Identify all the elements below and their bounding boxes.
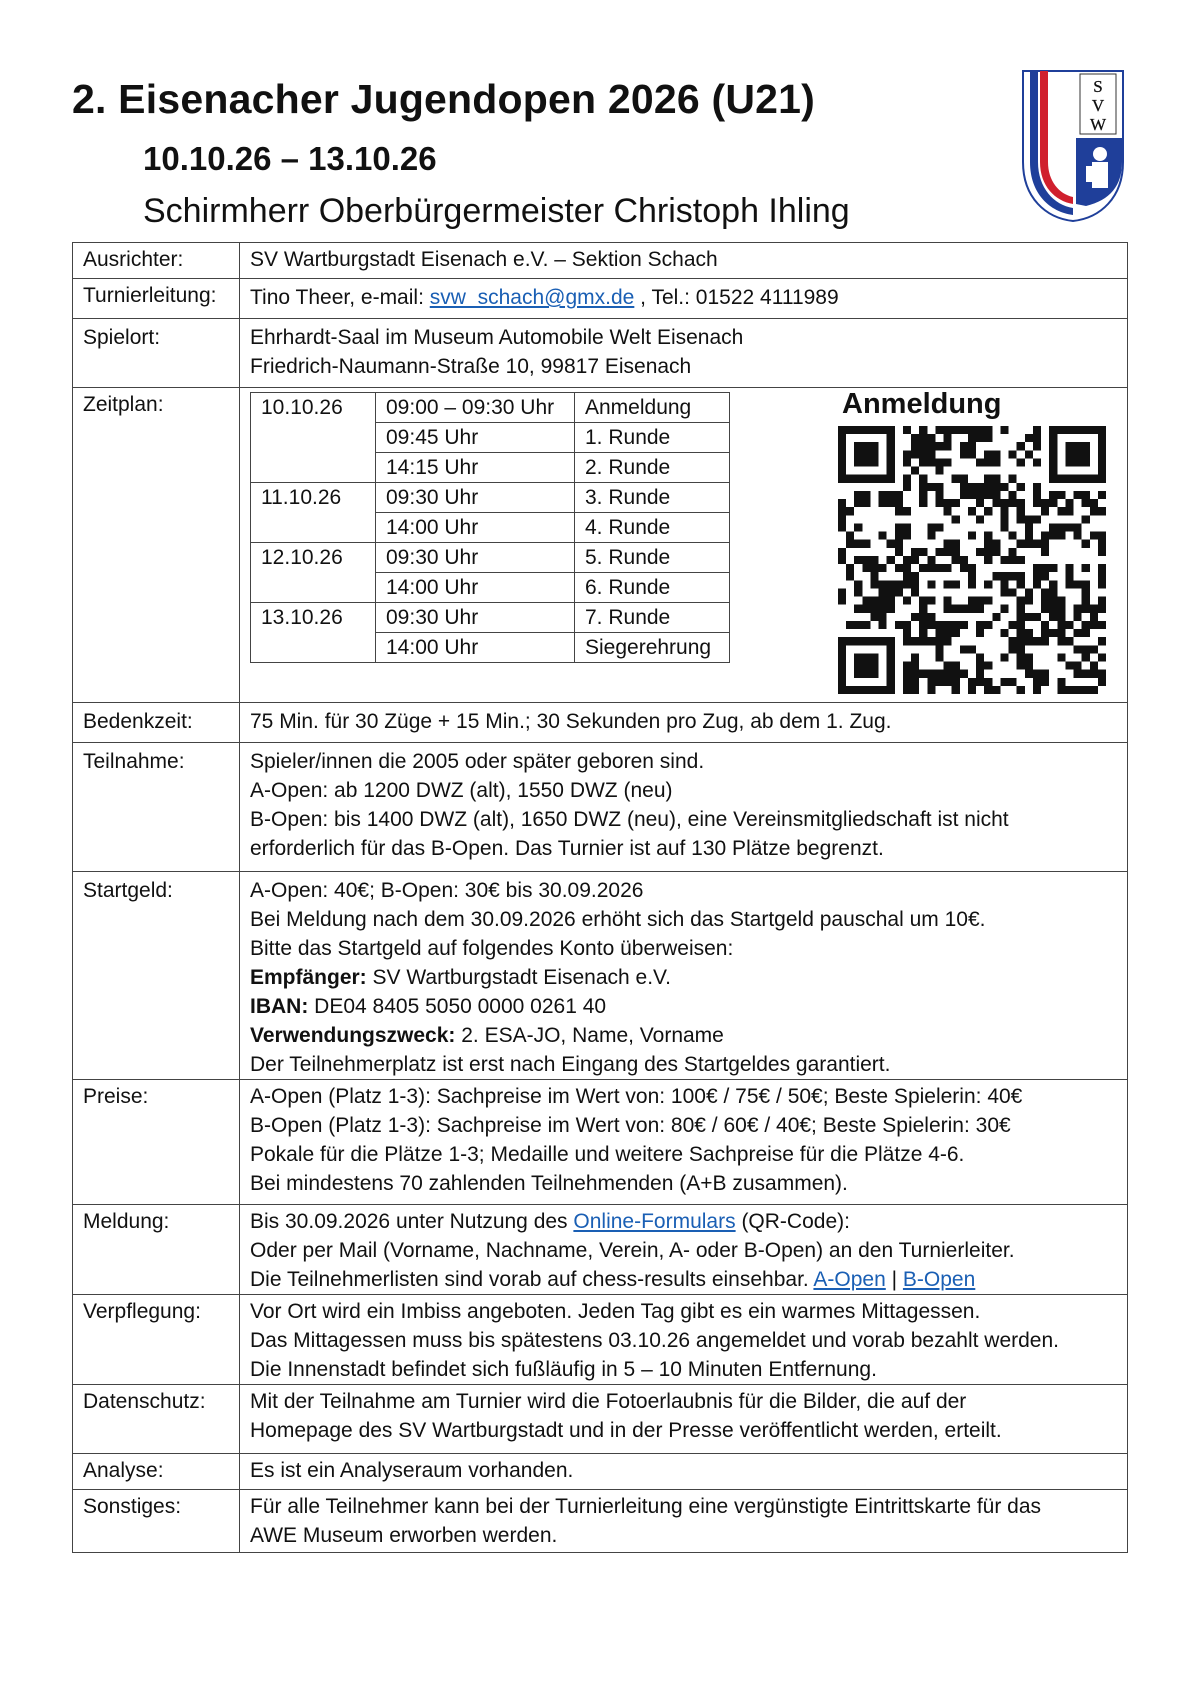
schedule-row (251, 513, 730, 543)
schedule-event: 2. Runde (575, 453, 730, 483)
preise-line: A-Open (Platz 1-3): Sachpreise im Wert von: 100€ / 75€ / 50€; Beste Spielerin: 40€ (250, 1085, 1023, 1108)
schedule-time: 14:15 Uhr (376, 453, 575, 483)
row-verpflegung (73, 1295, 1128, 1385)
registration-qr-code[interactable] (838, 426, 1106, 694)
qr-code-title: Anmeldung (842, 388, 1002, 420)
verpflegung-line: Vor Ort wird ein Imbiss angeboten. Jeden Tag gibt es ein warmes Mittagessen. (250, 1300, 981, 1323)
value-sonstiges (240, 1490, 1128, 1553)
spielort-line: Ehrhardt-Saal im Museum Automobile Welt Eisenach (250, 326, 744, 349)
value-verpflegung (240, 1295, 1128, 1385)
label-turnierleitung: Turnierleitung: (73, 279, 240, 319)
label-ausrichter: Ausrichter: (73, 243, 240, 279)
schedule-time: 09:45 Uhr (376, 423, 575, 453)
row-meldung (73, 1205, 1128, 1295)
label-teilnahme: Teilnahme: (73, 743, 240, 872)
row-zeitplan (73, 388, 1128, 703)
meldung-text: (QR-Code): (735, 1210, 850, 1233)
zweck-value: 2. ESA-JO, Name, Vorname (455, 1024, 724, 1047)
club-crest-logo (1022, 70, 1124, 222)
label-sonstiges: Sonstiges: (73, 1490, 240, 1553)
schedule-date: 11.10.26 (251, 483, 376, 513)
empfaenger-value: SV Wartburgstadt Eisenach e.V. (366, 966, 671, 989)
iban-line (250, 992, 1117, 1021)
schedule-event: 4. Runde (575, 513, 730, 543)
teilnahme-line: Spieler/innen die 2005 oder später geboren sind. (250, 750, 705, 773)
empfaenger-line (250, 963, 1117, 992)
startgeld-line: Bei Meldung nach dem 30.09.2026 erhöht sich das Startgeld pauschal um 10€. (250, 908, 986, 931)
schedule-event: 7. Runde (575, 603, 730, 633)
row-startgeld (73, 872, 1128, 1080)
row-turnierleitung (73, 279, 1128, 319)
schedule-row (251, 633, 730, 663)
schedule-date (251, 453, 376, 483)
schedule-table (250, 392, 730, 663)
label-meldung: Meldung: (73, 1205, 240, 1295)
row-spielort (73, 319, 1128, 388)
schedule-time: 14:00 Uhr (376, 573, 575, 603)
schedule-date (251, 573, 376, 603)
schedule-date: 12.10.26 (251, 543, 376, 573)
schedule-date (251, 633, 376, 663)
verpflegung-line: Das Mittagessen muss bis spätestens 03.10.26 angemeldet und vorab bezahlt werden. (250, 1329, 1059, 1352)
preise-line: B-Open (Platz 1-3): Sachpreise im Wert von: 80€ / 60€ / 40€; Beste Spielerin: 30€ (250, 1114, 1011, 1137)
value-datenschutz (240, 1385, 1128, 1454)
meldung-line (250, 1207, 1117, 1236)
verpflegung-line: Die Innenstadt befindet sich fußläufig in 5 – 10 Minuten Entfernung. (250, 1358, 877, 1381)
schedule-event: 1. Runde (575, 423, 730, 453)
document-title: 2. Eisenacher Jugendopen 2026 (U21) (72, 76, 815, 122)
schedule-row (251, 603, 730, 633)
value-startgeld (240, 872, 1128, 1080)
teilnahme-line: B-Open: bis 1400 DWZ (alt), 1650 DWZ (neu), eine Vereinsmitgliedschaft ist nicht (250, 808, 1009, 831)
row-bedenkzeit (73, 703, 1128, 743)
b-open-link[interactable]: B-Open (902, 1268, 976, 1291)
value-zeitplan (240, 388, 1128, 703)
turnierleitung-phone: , Tel.: 01522 4111989 (634, 286, 839, 309)
empfaenger-key: Empfänger: (250, 966, 367, 989)
label-preise: Preise: (73, 1080, 240, 1205)
value-teilnahme (240, 743, 1128, 872)
teilnahme-line: erforderlich für das B-Open. Das Turnier ist auf 130 Plätze begrenzt. (250, 837, 884, 860)
schedule-event: Siegerehrung (575, 633, 730, 663)
row-teilnahme (73, 743, 1128, 872)
startgeld-line: A-Open: 40€; B-Open: 30€ bis 30.09.2026 (250, 879, 644, 902)
schedule-row (251, 573, 730, 603)
schedule-time: 14:00 Uhr (376, 633, 575, 663)
schedule-event: 3. Runde (575, 483, 730, 513)
value-turnierleitung (240, 279, 1128, 319)
schedule-time: 09:30 Uhr (376, 483, 575, 513)
link-separator: | (885, 1268, 903, 1291)
startgeld-line: Der Teilnehmerplatz ist erst nach Eingang des Startgeldes garantiert. (250, 1053, 891, 1076)
row-preise (73, 1080, 1128, 1205)
value-preise (240, 1080, 1128, 1205)
row-ausrichter (73, 243, 1128, 279)
schedule-time: 09:30 Uhr (376, 603, 575, 633)
value-ausrichter: SV Wartburgstadt Eisenach e.V. – Sektion Schach (240, 243, 1128, 279)
preise-line: Pokale für die Plätze 1-3; Medaille und weitere Sachpreise für die Plätze 4-6. (250, 1143, 965, 1166)
schedule-date (251, 423, 376, 453)
schedule-row (251, 423, 730, 453)
event-dates: 10.10.26 – 13.10.26 (143, 140, 437, 177)
schedule-time: 09:00 – 09:30 Uhr (376, 393, 575, 423)
iban-key: IBAN: (250, 995, 309, 1018)
row-analyse (73, 1454, 1128, 1490)
schedule-row (251, 393, 730, 423)
datenschutz-line: Homepage des SV Wartburgstadt und in der Presse veröffentlicht werden, erteilt. (250, 1419, 1002, 1442)
turnierleitung-name: Tino Theer, e-mail: (250, 286, 430, 309)
crest-letter-w: W (1089, 115, 1107, 134)
online-form-link[interactable]: Online-Formulars (573, 1210, 736, 1233)
label-zeitplan: Zeitplan: (73, 388, 240, 703)
row-sonstiges (73, 1490, 1128, 1553)
label-verpflegung: Verpflegung: (73, 1295, 240, 1385)
schedule-row (251, 483, 730, 513)
crest-letter-v: V (1091, 96, 1105, 115)
meldung-text: Bis 30.09.2026 unter Nutzung des (250, 1210, 574, 1233)
schedule-event: 5. Runde (575, 543, 730, 573)
schedule-date: 10.10.26 (251, 393, 376, 423)
zweck-key: Verwendungszweck: (250, 1024, 456, 1047)
schedule-row (251, 543, 730, 573)
schedule-date: 13.10.26 (251, 603, 376, 633)
preise-line: Bei mindestens 70 zahlenden Teilnehmenden (A+B zusammen). (250, 1172, 848, 1195)
meldung-text: Die Teilnehmerlisten sind vorab auf chess-results einsehbar. (250, 1268, 814, 1291)
sonstiges-line: AWE Museum erworben werden. (250, 1524, 558, 1547)
schedule-row (251, 453, 730, 483)
value-spielort (240, 319, 1128, 388)
startgeld-line: Bitte das Startgeld auf folgendes Konto überweisen: (250, 937, 734, 960)
value-bedenkzeit: 75 Min. für 30 Züge + 15 Min.; 30 Sekunden pro Zug, ab dem 1. Zug. (240, 703, 1128, 743)
label-startgeld: Startgeld: (73, 872, 240, 1080)
label-datenschutz: Datenschutz: (73, 1385, 240, 1454)
crest-letter-s: S (1093, 77, 1103, 96)
schedule-date (251, 513, 376, 543)
teilnahme-line: A-Open: ab 1200 DWZ (alt), 1550 DWZ (neu) (250, 779, 673, 802)
label-bedenkzeit: Bedenkzeit: (73, 703, 240, 743)
schedule-time: 14:00 Uhr (376, 513, 575, 543)
meldung-line (250, 1265, 1117, 1294)
a-open-link[interactable]: A-Open (813, 1268, 886, 1291)
row-datenschutz (73, 1385, 1128, 1454)
zweck-line (250, 1021, 1117, 1050)
schedule-event: 6. Runde (575, 573, 730, 603)
patron-line: Schirmherr Oberbürgermeister Christoph Ihling (143, 192, 850, 230)
value-analyse: Es ist ein Analyseraum vorhanden. (240, 1454, 1128, 1490)
email-link[interactable]: svw_schach@gmx.de (429, 286, 635, 309)
spielort-line: Friedrich-Naumann-Straße 10, 99817 Eisenach (250, 355, 692, 378)
label-spielort: Spielort: (73, 319, 240, 388)
label-analyse: Analyse: (73, 1454, 240, 1490)
sonstiges-line: Für alle Teilnehmer kann bei der Turnierleitung eine vergünstigte Eintrittskarte für das (250, 1495, 1042, 1518)
iban-value: DE04 8405 5050 0000 0261 40 (308, 995, 607, 1018)
meldung-line: Oder per Mail (Vorname, Nachname, Verein, A- oder B-Open) an den Turnierleiter. (250, 1239, 1015, 1262)
info-table (72, 242, 1128, 1553)
value-meldung (240, 1205, 1128, 1295)
datenschutz-line: Mit der Teilnahme am Turnier wird die Fotoerlaubnis für die Bilder, die auf der (250, 1390, 967, 1413)
schedule-event: Anmeldung (575, 393, 730, 423)
schedule-time: 09:30 Uhr (376, 543, 575, 573)
